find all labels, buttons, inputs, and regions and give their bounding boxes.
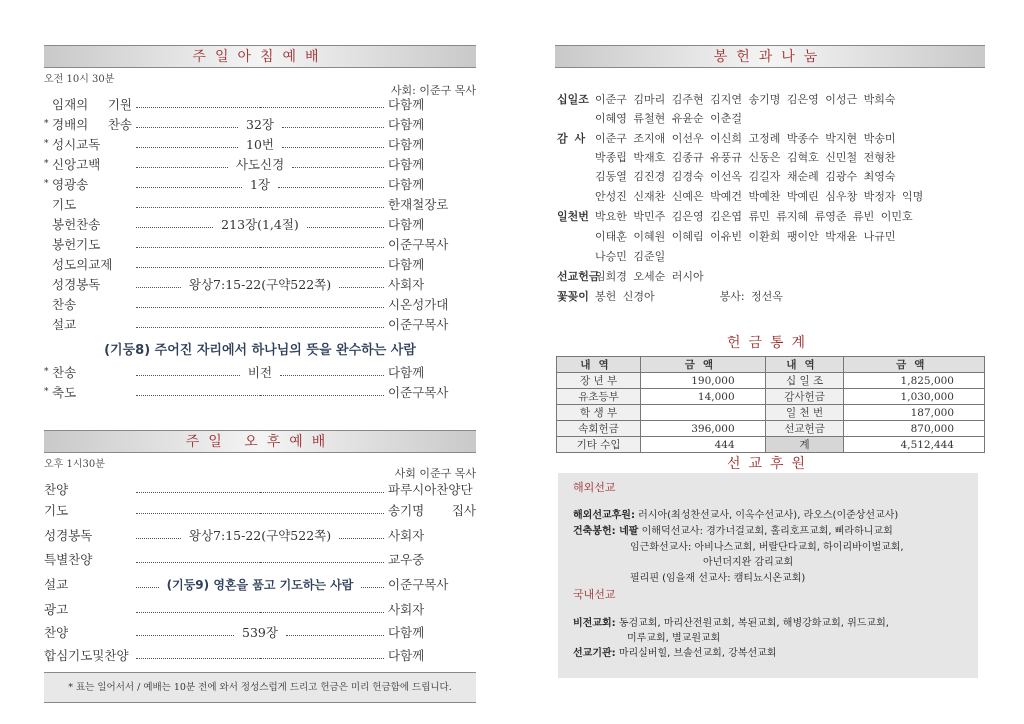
offering-names: 박요한 박민주 김은영 김은엽 류민 류지혜 류영준 류빈 이민호 bbox=[595, 210, 913, 223]
row-detail: 1장 bbox=[249, 177, 271, 192]
dot-leader bbox=[136, 261, 384, 268]
row-label: 합심기도및찬양 bbox=[44, 648, 129, 663]
dot-leader bbox=[136, 301, 384, 308]
row-label: 설교 bbox=[52, 317, 77, 332]
mission-line: 필리핀 (임을재 선교사: 캠티뇨시온교회) bbox=[630, 573, 806, 584]
dot-leader bbox=[136, 363, 384, 381]
order-of-worship-row bbox=[44, 501, 476, 519]
row-label: 기도 bbox=[52, 197, 77, 212]
row-label: 찬양 bbox=[44, 625, 69, 640]
row-label: 봉헌찬송 bbox=[52, 217, 101, 232]
order-of-worship-row bbox=[44, 135, 476, 153]
offering-category: 선교헌금 bbox=[557, 270, 600, 283]
offering-names-line bbox=[557, 188, 923, 204]
row-detail: 왕상7:15-22(구약522쪽) bbox=[188, 528, 332, 543]
amount-cell: 4,512,444 bbox=[844, 437, 985, 453]
offering-category: 십일조 bbox=[557, 93, 589, 106]
dot-leader bbox=[136, 115, 384, 133]
row-person: 파루시아찬양단 bbox=[388, 482, 473, 497]
row-label: 성경봉독 bbox=[44, 528, 93, 543]
amount-cell: 870,000 bbox=[844, 421, 985, 437]
offering-category: 꽃꽂이 bbox=[557, 290, 589, 303]
row-detail: (기둥9) 영혼을 품고 기도하는 사람 bbox=[166, 577, 354, 592]
row-person: 이준구목사 bbox=[388, 577, 449, 592]
offering-names: 나승민 김준일 bbox=[595, 250, 666, 263]
row-label: 특별찬양 bbox=[44, 552, 93, 567]
category-cell: 기타 수입 bbox=[557, 437, 641, 453]
order-of-worship-row bbox=[44, 295, 476, 313]
mission-organizations: 선교기관: 마리실버힐, 브솔선교회, 강복선교회 bbox=[573, 648, 777, 659]
order-of-worship-row bbox=[44, 383, 476, 401]
order-of-worship-row bbox=[44, 275, 476, 293]
order-of-worship-row bbox=[44, 235, 476, 253]
row-person: 이준구목사 bbox=[388, 237, 449, 252]
morning-service-title: 주일아침예배 bbox=[192, 49, 328, 65]
row-person: 송기명 집사 bbox=[388, 503, 476, 518]
offering-names-line bbox=[557, 149, 896, 165]
table-row bbox=[557, 389, 985, 405]
morning-sermon-title: (기둥8) 주어진 자리에서 하나님의 뜻을 완수하는 사람 bbox=[104, 343, 416, 358]
row-label: 광고 bbox=[44, 602, 69, 617]
dot-leader bbox=[136, 606, 384, 613]
offering-title: 봉헌과나눔 bbox=[713, 49, 827, 65]
category-cell: 유초등부 bbox=[557, 389, 641, 405]
row-detail: 32장 bbox=[246, 117, 274, 132]
offering-stats-table bbox=[556, 356, 985, 453]
row-label: 기도 bbox=[44, 503, 69, 518]
order-of-worship-row bbox=[44, 623, 476, 641]
row-detail: 사도신경 bbox=[235, 157, 285, 172]
order-of-worship-row bbox=[44, 255, 476, 273]
row-person: 이준구목사 bbox=[388, 385, 449, 400]
vision-churches: 비전교회: 동검교회, 마리산전원교회, 복된교회, 해병강화교회, 위드교회, bbox=[573, 618, 889, 629]
building-offering-label: 건축봉헌: 네팔 bbox=[573, 526, 639, 537]
offering-names-line bbox=[557, 91, 896, 107]
row-person: 다함께 bbox=[388, 217, 425, 232]
column-header: 내역 bbox=[765, 357, 844, 373]
dot-leader bbox=[136, 526, 384, 544]
amount-cell: 444 bbox=[641, 437, 766, 453]
dot-leader bbox=[136, 486, 384, 493]
offering-names: 안성진 신재찬 신예은 박예건 박예찬 박예린 심우창 박정자 익명 bbox=[595, 190, 924, 203]
standing-mark: * bbox=[44, 139, 49, 149]
table-row bbox=[557, 405, 985, 421]
row-label: 경배의 찬송 bbox=[52, 117, 132, 132]
column-header: 내역 bbox=[557, 357, 641, 373]
category-cell: 감사헌금 bbox=[765, 389, 844, 405]
offering-names-line bbox=[557, 130, 896, 146]
row-label: 성도의교제 bbox=[52, 257, 113, 272]
dot-leader bbox=[136, 241, 384, 248]
row-label: 축도 bbox=[52, 385, 77, 400]
amount-cell: 1,825,000 bbox=[844, 373, 985, 389]
mission-organizations-label: 선교기관: bbox=[573, 648, 616, 659]
mission-line: 아넌더지완 감리교회 bbox=[703, 557, 794, 568]
row-person: 다함께 bbox=[388, 137, 425, 152]
amount-cell: 14,000 bbox=[641, 389, 766, 405]
category-cell: 학 생 부 bbox=[557, 405, 641, 421]
column-header: 금액 bbox=[844, 357, 985, 373]
amount-cell: 190,000 bbox=[641, 373, 766, 389]
order-of-worship-row bbox=[44, 600, 476, 618]
dot-leader bbox=[136, 321, 384, 328]
order-of-worship-row bbox=[44, 646, 476, 664]
dot-leader bbox=[136, 135, 384, 153]
amount-cell: 1,030,000 bbox=[844, 389, 985, 405]
dot-leader bbox=[136, 201, 384, 208]
offering-names-line bbox=[557, 268, 704, 284]
offering-category: 감 사 bbox=[557, 132, 586, 145]
vision-churches-label: 비전교회: bbox=[573, 618, 616, 629]
row-person: 교우중 bbox=[388, 552, 425, 567]
row-detail: 213장(1,4절) bbox=[221, 217, 299, 232]
order-of-worship-row bbox=[44, 175, 476, 193]
row-label: 봉헌기도 bbox=[52, 237, 101, 252]
offering-category: 일천번 bbox=[557, 210, 589, 223]
table-row bbox=[557, 437, 985, 453]
order-of-worship-row bbox=[44, 480, 476, 498]
category-cell: 장 년 부 bbox=[557, 373, 641, 389]
offering-names: 임희경 오세순 러시아 bbox=[595, 270, 704, 283]
morning-leader: 사회: 이준구 목사 bbox=[390, 84, 476, 97]
order-of-worship-row bbox=[44, 115, 476, 133]
row-person: 다함께 bbox=[388, 257, 425, 272]
row-label: 신앙고백 bbox=[52, 157, 101, 172]
row-person: 다함께 bbox=[388, 365, 425, 380]
mission-title: 선교후원 bbox=[726, 456, 814, 472]
row-label: 찬양 bbox=[44, 482, 69, 497]
dot-leader bbox=[136, 215, 384, 233]
afternoon-service-title: 주일 오후예배 bbox=[185, 434, 335, 450]
stats-title: 헌금통계 bbox=[726, 335, 814, 351]
row-person: 다함께 bbox=[388, 625, 425, 640]
overseas-mission-heading: 해외선교 bbox=[573, 481, 616, 494]
building-offering: 건축봉헌: 네팔 이해덕선교사: 경가너걸교회, 홀리호프교회, 삐라하니교회 bbox=[573, 526, 893, 537]
category-cell: 계 bbox=[765, 437, 844, 453]
afternoon-time: 오후 1시30분 bbox=[44, 459, 105, 470]
category-cell: 속회헌금 bbox=[557, 421, 641, 437]
offering-names-line bbox=[557, 248, 665, 264]
amount-cell: 396,000 bbox=[641, 421, 766, 437]
afternoon-service-header bbox=[44, 430, 476, 453]
offering-names-line bbox=[557, 288, 783, 304]
row-label: 찬송 bbox=[52, 365, 77, 380]
row-person: 한재철장로 bbox=[388, 197, 449, 212]
row-label: 성시교독 bbox=[52, 137, 101, 152]
mission-box bbox=[558, 473, 978, 678]
order-of-worship-row bbox=[44, 155, 476, 173]
standing-mark: * bbox=[44, 367, 49, 377]
category-cell: 일 천 번 bbox=[765, 405, 844, 421]
row-detail: 비전 bbox=[247, 365, 273, 380]
row-label: 찬송 bbox=[52, 297, 77, 312]
offering-names: 이혜영 류철현 유윤순 이춘걸 bbox=[595, 112, 743, 125]
domestic-mission-heading: 국내선교 bbox=[573, 588, 616, 601]
row-person: 사회자 bbox=[388, 528, 425, 543]
dot-leader bbox=[136, 652, 384, 659]
row-person: 사회자 bbox=[388, 277, 425, 292]
order-of-worship-row bbox=[44, 95, 476, 113]
order-of-worship-row bbox=[44, 526, 476, 544]
afternoon-leader: 사회 이준구 목사 bbox=[394, 467, 476, 480]
order-of-worship-row bbox=[44, 363, 476, 381]
standing-mark: * bbox=[44, 159, 49, 169]
footnote: * 표는 일어서서 / 예배는 10분 전에 와서 정성스럽게 드리고 헌금은 미리 헌금함에 드립니다. bbox=[44, 672, 476, 703]
offering-names-line bbox=[557, 110, 742, 126]
category-cell: 선교헌금 bbox=[765, 421, 844, 437]
category-cell: 십 일 조 bbox=[765, 373, 844, 389]
offering-names: 이태훈 이혜원 이혜림 이유빈 이환희 팽이안 박재윤 나규민 bbox=[595, 230, 896, 243]
column-header: 금액 bbox=[641, 357, 766, 373]
row-label: 임재의 기원 bbox=[52, 97, 132, 112]
standing-mark: * bbox=[44, 119, 49, 129]
dot-leader bbox=[136, 576, 384, 593]
amount-cell bbox=[641, 405, 766, 421]
row-person: 시온성가대 bbox=[388, 297, 449, 312]
offering-names: 봉헌 신경아 봉사: 정선옥 bbox=[595, 290, 783, 303]
offering-names-line bbox=[557, 208, 913, 224]
row-detail: 10번 bbox=[246, 137, 274, 152]
mission-line: 미루교회, 별교원교회 bbox=[627, 633, 721, 644]
order-of-worship-row bbox=[44, 315, 476, 333]
dot-leader bbox=[136, 155, 384, 173]
overseas-support: 해외선교후원: 러시아(최성찬선교사, 이옥수선교사), 라오스(이준상선교사) bbox=[573, 510, 899, 521]
table-row bbox=[557, 421, 985, 437]
offering-names: 김동열 김진경 김경숙 이선옥 김길자 채순례 김광수 최영숙 bbox=[595, 170, 896, 183]
order-of-worship-row bbox=[44, 575, 476, 593]
dot-leader bbox=[136, 556, 384, 563]
dot-leader bbox=[136, 175, 384, 193]
offering-names: 이준구 조지애 이선우 이신희 고정례 박종수 박지현 박송미 bbox=[595, 132, 896, 145]
offering-names: 박종립 박재호 김종규 유풍규 신동은 김혁호 신민철 전형찬 bbox=[595, 151, 896, 164]
row-person: 이준구목사 bbox=[388, 317, 449, 332]
row-label: 설교 bbox=[44, 577, 69, 592]
row-person: 다함께 bbox=[388, 157, 425, 172]
row-label: 성경봉독 bbox=[52, 277, 101, 292]
dot-leader bbox=[136, 623, 384, 641]
dot-leader bbox=[136, 389, 384, 396]
row-person: 다함께 bbox=[388, 97, 425, 112]
table-row bbox=[557, 373, 985, 389]
amount-cell: 187,000 bbox=[844, 405, 985, 421]
standing-mark: * bbox=[44, 387, 49, 397]
row-person: 다함께 bbox=[388, 117, 425, 132]
row-detail: 왕상7:15-22(구약522쪽) bbox=[188, 277, 332, 292]
order-of-worship-row bbox=[44, 215, 476, 233]
morning-time: 오전 10시 30분 bbox=[44, 74, 115, 85]
dot-leader bbox=[136, 507, 384, 514]
offering-names: 이준구 김마리 김주현 김지연 송기명 김은영 이성근 박희숙 bbox=[595, 93, 896, 106]
dot-leader bbox=[136, 275, 384, 293]
mission-line: 임근화선교사: 아비나스교회, 버랄단다교회, 하이리바이벌교회, bbox=[630, 542, 904, 553]
offering-names-line bbox=[557, 168, 896, 184]
offering-header bbox=[555, 45, 985, 68]
row-detail: 539장 bbox=[242, 625, 278, 640]
table-header-row bbox=[557, 357, 985, 373]
standing-mark: * bbox=[44, 179, 49, 189]
order-of-worship-row bbox=[44, 550, 476, 568]
row-person: 다함께 bbox=[388, 648, 425, 663]
order-of-worship-row bbox=[44, 195, 476, 213]
offering-names-line bbox=[557, 228, 896, 244]
row-person: 사회자 bbox=[388, 602, 425, 617]
row-person: 다함께 bbox=[388, 177, 425, 192]
morning-service-header bbox=[44, 45, 476, 68]
overseas-support-label: 해외선교후원: bbox=[573, 510, 635, 521]
dot-leader bbox=[136, 101, 384, 108]
row-label: 영광송 bbox=[52, 177, 89, 192]
